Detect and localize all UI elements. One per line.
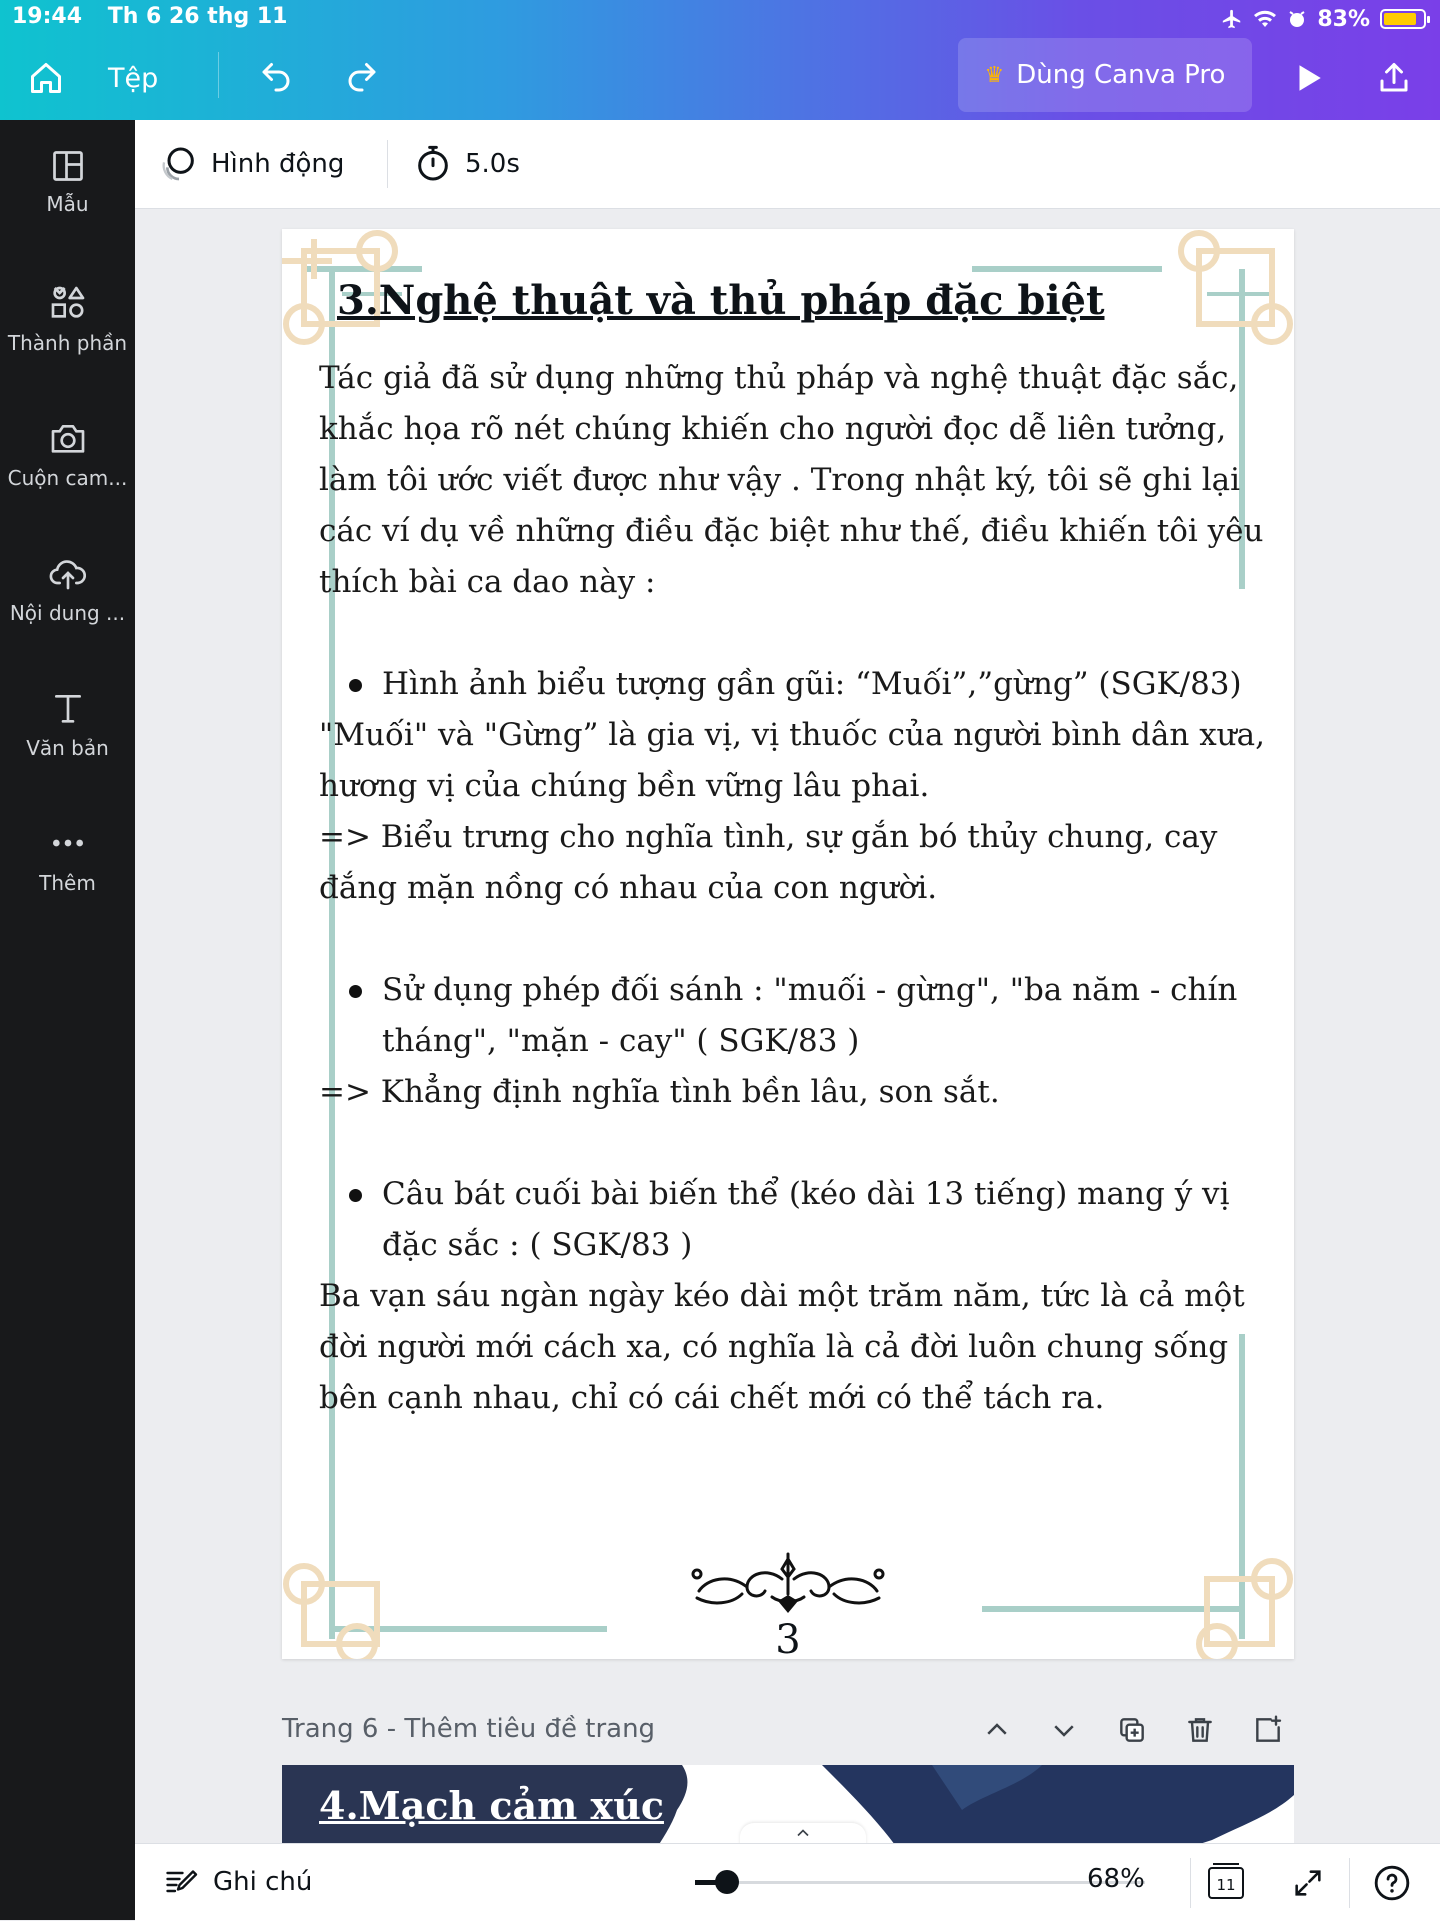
canva-pro-button[interactable]	[958, 38, 1252, 112]
notes-button[interactable]	[163, 1864, 312, 1900]
notes-icon	[163, 1864, 199, 1900]
camera-icon	[48, 418, 88, 458]
duplicate-icon	[1116, 1714, 1148, 1746]
sidebar-item-label: Văn bản	[26, 736, 109, 760]
undo-icon	[258, 60, 294, 96]
home-icon	[28, 60, 64, 96]
page-label: Trang 6 -	[282, 1714, 405, 1744]
floral-ornament-icon	[682, 1549, 894, 1619]
sidebar-item-templates[interactable]	[0, 148, 135, 258]
sidebar-item-elements[interactable]	[0, 283, 135, 393]
sidebar-item-label: Nội dung ...	[9, 601, 126, 625]
bullet-item: Sử dụng phép đối sánh : "muối - gừng", "ba năm - chín tháng", "mặn - cay" ( SGK/83 )	[319, 965, 1269, 1067]
crown-icon: ♛	[984, 62, 1005, 88]
more-icon	[48, 823, 88, 863]
animation-label: Hình động	[211, 149, 345, 179]
alarm-icon	[1287, 9, 1307, 29]
redo-icon	[344, 60, 380, 96]
bullet-item: Hình ảnh biểu tượng gần gũi: “Muối”,”gừng” (SGK/83)	[319, 659, 1269, 710]
fullscreen-icon	[1291, 1866, 1325, 1900]
duration-button[interactable]	[413, 142, 520, 186]
status-date: Th 6 26 thg 11	[107, 4, 288, 29]
move-page-down-button[interactable]	[1046, 1712, 1082, 1748]
toolbar-divider	[387, 140, 388, 188]
top-bar	[0, 0, 1440, 120]
timer-icon	[413, 144, 453, 184]
duration-label: 5.0s	[465, 149, 520, 179]
sidebar-item-text[interactable]	[0, 688, 135, 798]
upload-cloud-icon	[48, 553, 88, 593]
home-button[interactable]	[18, 54, 74, 102]
battery-percent: 83%	[1317, 6, 1370, 32]
delete-page-button[interactable]	[1182, 1712, 1218, 1748]
move-page-up-button[interactable]	[979, 1712, 1015, 1748]
elements-icon	[48, 283, 88, 323]
next-page-heading[interactable]: 4.Mạch cảm xúc	[319, 1783, 664, 1828]
undo-button[interactable]	[252, 54, 300, 102]
duplicate-page-button[interactable]	[1114, 1712, 1150, 1748]
sidebar-item-label: Thêm	[39, 871, 96, 895]
share-button[interactable]	[1370, 54, 1418, 102]
status-bar-left	[12, 4, 305, 34]
fullscreen-button[interactable]	[1287, 1862, 1329, 1904]
design-page[interactable]	[282, 229, 1294, 1659]
conclusion-paragraph: => Khẳng định nghĩa tình bền lâu, son sắt.	[319, 1074, 1000, 1110]
chevron-up-icon	[982, 1715, 1012, 1745]
zoom-slider-thumb[interactable]	[715, 1870, 739, 1894]
airplane-icon	[1221, 8, 1243, 30]
page-body-text[interactable]	[319, 353, 1269, 1424]
explanation-paragraph: "Muối" và "Gừng” là gia vị, vị thuốc của người bình dân xưa, hương vị của chúng bền vững lâu phai.	[319, 717, 1265, 804]
sidebar-item-label: Cuộn cam...	[7, 466, 128, 490]
animation-icon	[159, 144, 199, 184]
sidebar-item-camera-roll[interactable]	[0, 418, 135, 528]
chevron-up-icon	[793, 1823, 813, 1843]
sidebar-item-label: Thành phần	[7, 331, 128, 355]
present-button[interactable]	[1284, 54, 1332, 102]
file-menu-button[interactable]: Tệp	[108, 62, 159, 94]
toolbar-divider	[218, 52, 219, 98]
bullet-item: Câu bát cuối bài biến thể (kéo dài 13 tiếng) mang ý vị đặc sắc : ( SGK/83 )	[319, 1169, 1269, 1271]
toolbar-divider	[1349, 1858, 1350, 1908]
page-number: 3	[775, 1617, 801, 1659]
animation-button[interactable]	[159, 142, 344, 186]
bottom-bar	[135, 1843, 1440, 1921]
page-title-placeholder[interactable]: Thêm tiêu đề trang	[404, 1714, 656, 1744]
add-page-button[interactable]	[1250, 1712, 1286, 1748]
trash-icon	[1184, 1714, 1216, 1746]
add-page-icon	[1252, 1714, 1284, 1746]
chevron-down-icon	[1049, 1715, 1079, 1745]
redo-button[interactable]	[338, 54, 386, 102]
play-icon	[1291, 61, 1325, 95]
sidebar-item-uploads[interactable]	[0, 553, 135, 663]
intro-paragraph: Tác giả đã sử dụng những thủ pháp và nghệ thuật đặc sắc, khắc họa rõ nét chúng khiến cho người đọc dễ liên tưởng, làm tôi ước viết được như vậy . Trong nhật ký, tôi sẽ ghi lại các ví dụ về những điều đặc biệt như thế, điều khiến tôi yêu thích bài ca dao này :	[319, 360, 1264, 600]
context-toolbar	[135, 120, 1440, 209]
sidebar-item-label: Mẫu	[46, 192, 89, 216]
explanation-paragraph: Ba vạn sáu ngàn ngày kéo dài một trăm năm, tức là cả một đời người mới cách xa, có nghĩa là cả đời luôn chung sống bên cạnh nhau, chỉ có cái chết mới có thể tách ra.	[319, 1278, 1245, 1416]
zoom-slider-track[interactable]	[695, 1881, 1145, 1884]
conclusion-paragraph: => Biểu trưng cho nghĩa tình, sự gắn bó thủy chung, cay đắng mặn nồng có nhau của con người.	[319, 819, 1218, 906]
battery-icon	[1380, 9, 1426, 29]
grid-view-icon	[1205, 1862, 1247, 1904]
share-icon	[1376, 60, 1412, 96]
sidebar-item-more[interactable]	[0, 823, 135, 933]
canva-pro-label: Dùng Canva Pro	[1016, 60, 1226, 90]
page-count: 11	[1216, 1876, 1236, 1894]
zoom-level[interactable]: 68%	[1087, 1864, 1145, 1894]
toolbar-divider	[1190, 1858, 1191, 1908]
text-icon	[48, 688, 88, 728]
status-bar-right	[1221, 4, 1426, 34]
template-icon	[50, 148, 86, 184]
wifi-icon	[1253, 9, 1277, 29]
notes-label: Ghi chú	[213, 1867, 313, 1897]
page-title-row[interactable]	[282, 1714, 655, 1744]
left-sidebar	[0, 120, 135, 1920]
help-icon	[1373, 1864, 1411, 1902]
status-time: 19:44	[12, 4, 83, 29]
page-grid-button[interactable]	[1205, 1862, 1247, 1904]
help-button[interactable]	[1371, 1862, 1413, 1904]
page-heading[interactable]: 3.Nghệ thuật và thủ pháp đặc biệt	[337, 277, 1105, 324]
